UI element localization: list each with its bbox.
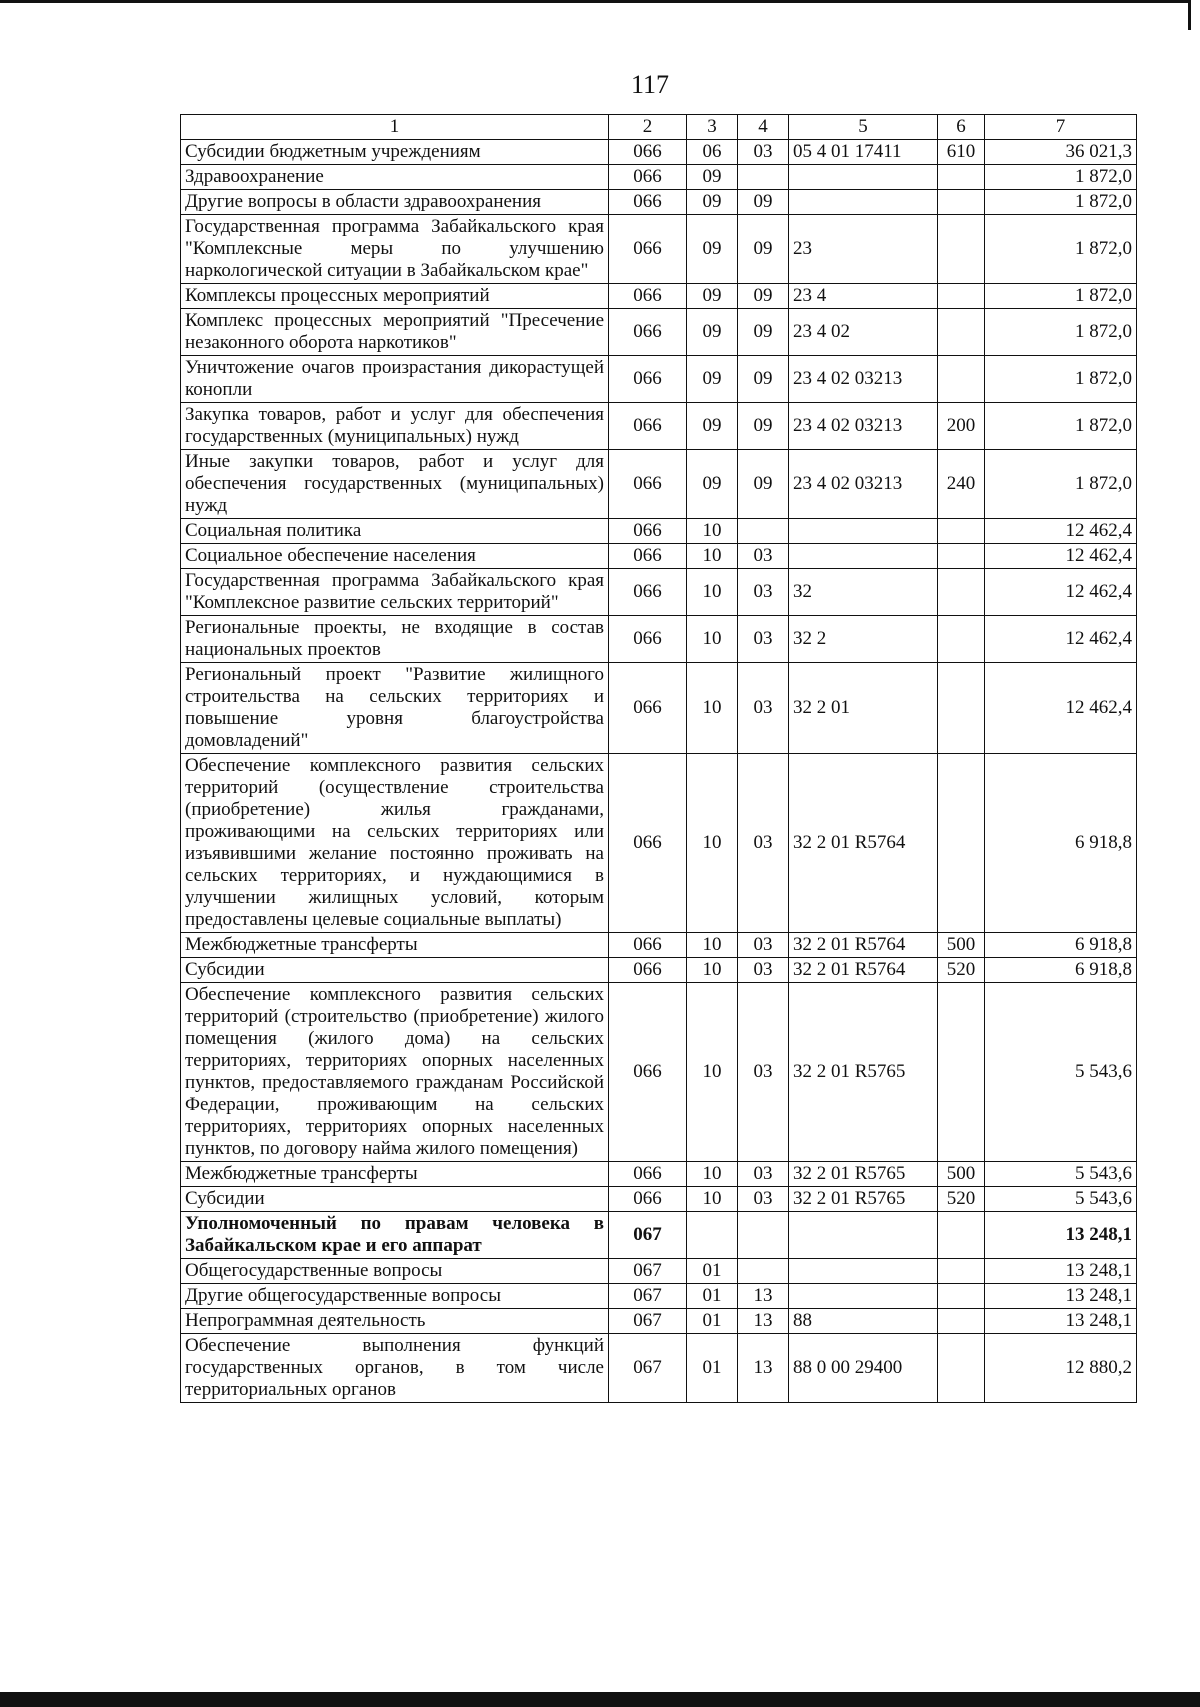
row-admin-code-cell: 067: [609, 1259, 687, 1284]
bottom-border-band: [0, 1692, 1200, 1707]
table-row: [181, 215, 1137, 284]
row-amount-cell: 5 543,6: [985, 983, 1137, 1162]
row-section-cell: 01: [687, 1334, 738, 1403]
row-target-article-cell: 23 4 02: [789, 309, 938, 356]
row-admin-code-cell: 066: [609, 309, 687, 356]
row-amount-cell: 5 543,6: [985, 1162, 1137, 1187]
row-amount-cell: 5 543,6: [985, 1187, 1137, 1212]
row-expense-type-cell: [938, 616, 985, 663]
row-target-article-cell: 32 2 01 R5765: [789, 1162, 938, 1187]
row-subsection-cell: 03: [738, 754, 789, 933]
row-name-cell: Комплекс процессных мероприятий "Пресечение незаконного оборота наркотиков": [181, 309, 609, 356]
top-border-rule: [0, 0, 1188, 3]
row-amount-cell: 6 918,8: [985, 958, 1137, 983]
row-admin-code-cell: 066: [609, 663, 687, 754]
table-row: [181, 284, 1137, 309]
row-name-cell: Другие вопросы в области здравоохранения: [181, 190, 609, 215]
row-name-cell: Субсидии: [181, 1187, 609, 1212]
row-section-cell: 09: [687, 356, 738, 403]
header-cell-7: 7: [985, 115, 1137, 140]
row-amount-cell: 12 462,4: [985, 569, 1137, 616]
row-name-cell: Региональный проект "Развитие жилищного строительства на сельских территориях и повышение уровня благоустройства домовладений": [181, 663, 609, 754]
row-admin-code-cell: 066: [609, 403, 687, 450]
row-expense-type-cell: [938, 569, 985, 616]
row-admin-code-cell: 066: [609, 356, 687, 403]
row-section-cell: 10: [687, 958, 738, 983]
table-row: [181, 1187, 1137, 1212]
row-target-article-cell: 32 2 01 R5765: [789, 1187, 938, 1212]
row-subsection-cell: [738, 165, 789, 190]
header-cell-4: 4: [738, 115, 789, 140]
table-row: [181, 519, 1137, 544]
header-cell-5: 5: [789, 115, 938, 140]
row-subsection-cell: [738, 519, 789, 544]
row-name-cell: Непрограммная деятельность: [181, 1309, 609, 1334]
row-amount-cell: 1 872,0: [985, 284, 1137, 309]
header-cell-2: 2: [609, 115, 687, 140]
row-target-article-cell: 23 4 02 03213: [789, 450, 938, 519]
row-name-cell: Региональные проекты, не входящие в состав национальных проектов: [181, 616, 609, 663]
table-row: [181, 309, 1137, 356]
row-amount-cell: 13 248,1: [985, 1284, 1137, 1309]
row-target-article-cell: [789, 544, 938, 569]
row-subsection-cell: 03: [738, 958, 789, 983]
table-row: [181, 403, 1137, 450]
row-amount-cell: 36 021,3: [985, 140, 1137, 165]
header-cell-1: 1: [181, 115, 609, 140]
row-target-article-cell: [789, 1284, 938, 1309]
table-row: [181, 663, 1137, 754]
row-admin-code-cell: 066: [609, 519, 687, 544]
row-amount-cell: 12 462,4: [985, 663, 1137, 754]
row-section-cell: 09: [687, 309, 738, 356]
row-subsection-cell: 03: [738, 663, 789, 754]
row-amount-cell: 1 872,0: [985, 309, 1137, 356]
row-subsection-cell: 09: [738, 309, 789, 356]
row-expense-type-cell: 240: [938, 450, 985, 519]
row-name-cell: Общегосударственные вопросы: [181, 1259, 609, 1284]
table-row: [181, 1212, 1137, 1259]
row-expense-type-cell: [938, 754, 985, 933]
row-admin-code-cell: 066: [609, 165, 687, 190]
table-row: [181, 1284, 1137, 1309]
row-expense-type-cell: [938, 1259, 985, 1284]
row-name-cell: Государственная программа Забайкальского края "Комплексные меры по улучшению наркологической ситуации в Забайкальском крае": [181, 215, 609, 284]
row-expense-type-cell: [938, 284, 985, 309]
row-expense-type-cell: [938, 519, 985, 544]
row-name-cell: Социальная политика: [181, 519, 609, 544]
table-row: [181, 1162, 1137, 1187]
row-amount-cell: 12 462,4: [985, 544, 1137, 569]
row-expense-type-cell: 520: [938, 1187, 985, 1212]
row-name-cell: Здравоохранение: [181, 165, 609, 190]
row-admin-code-cell: 066: [609, 284, 687, 309]
row-section-cell: 06: [687, 140, 738, 165]
table-row: [181, 544, 1137, 569]
row-admin-code-cell: 066: [609, 450, 687, 519]
row-admin-code-cell: 066: [609, 140, 687, 165]
row-name-cell: Социальное обеспечение населения: [181, 544, 609, 569]
row-name-cell: Обеспечение выполнения функций государственных органов, в том числе территориальных органов: [181, 1334, 609, 1403]
row-admin-code-cell: 066: [609, 1162, 687, 1187]
row-expense-type-cell: [938, 983, 985, 1162]
row-section-cell: 10: [687, 1187, 738, 1212]
row-target-article-cell: [789, 165, 938, 190]
row-name-cell: Субсидии: [181, 958, 609, 983]
table-row: [181, 190, 1137, 215]
row-admin-code-cell: 066: [609, 190, 687, 215]
row-subsection-cell: 03: [738, 569, 789, 616]
row-name-cell: Межбюджетные трансферты: [181, 933, 609, 958]
row-expense-type-cell: 500: [938, 933, 985, 958]
row-admin-code-cell: 067: [609, 1334, 687, 1403]
row-section-cell: 09: [687, 215, 738, 284]
row-target-article-cell: 32: [789, 569, 938, 616]
table-row: [181, 450, 1137, 519]
row-subsection-cell: 03: [738, 983, 789, 1162]
row-section-cell: 09: [687, 284, 738, 309]
row-subsection-cell: 03: [738, 140, 789, 165]
row-subsection-cell: 13: [738, 1284, 789, 1309]
row-expense-type-cell: [938, 215, 985, 284]
row-expense-type-cell: [938, 1309, 985, 1334]
row-name-cell: Государственная программа Забайкальского края "Комплексное развитие сельских территорий": [181, 569, 609, 616]
table-row: [181, 356, 1137, 403]
row-target-article-cell: 05 4 01 17411: [789, 140, 938, 165]
table-row: [181, 1334, 1137, 1403]
row-target-article-cell: 88: [789, 1309, 938, 1334]
row-section-cell: 10: [687, 754, 738, 933]
row-name-cell: Иные закупки товаров, работ и услуг для обеспечения государственных (муниципальных) нужд: [181, 450, 609, 519]
row-subsection-cell: 03: [738, 544, 789, 569]
row-amount-cell: 12 462,4: [985, 616, 1137, 663]
header-cell-6: 6: [938, 115, 985, 140]
row-admin-code-cell: 066: [609, 958, 687, 983]
row-admin-code-cell: 066: [609, 544, 687, 569]
table-row: [181, 754, 1137, 933]
row-target-article-cell: 32 2 01 R5764: [789, 933, 938, 958]
table-row: [181, 569, 1137, 616]
row-subsection-cell: 03: [738, 1162, 789, 1187]
row-target-article-cell: 23 4: [789, 284, 938, 309]
table-row: [181, 958, 1137, 983]
table-row: [181, 933, 1137, 958]
row-section-cell: 10: [687, 1162, 738, 1187]
table-row: [181, 165, 1137, 190]
table-row: [181, 616, 1137, 663]
row-admin-code-cell: 067: [609, 1309, 687, 1334]
header-cell-3: 3: [687, 115, 738, 140]
row-target-article-cell: [789, 190, 938, 215]
row-name-cell: Уничтожение очагов произрастания дикорастущей конопли: [181, 356, 609, 403]
row-admin-code-cell: 066: [609, 569, 687, 616]
row-amount-cell: 1 872,0: [985, 190, 1137, 215]
row-amount-cell: 12 462,4: [985, 519, 1137, 544]
row-section-cell: 01: [687, 1284, 738, 1309]
table-row: [181, 1259, 1137, 1284]
row-target-article-cell: 23: [789, 215, 938, 284]
table-header-row: [181, 115, 1137, 140]
row-section-cell: 10: [687, 616, 738, 663]
row-amount-cell: 13 248,1: [985, 1259, 1137, 1284]
row-name-cell: Уполномоченный по правам человека в Забайкальском крае и его аппарат: [181, 1212, 609, 1259]
row-expense-type-cell: [938, 356, 985, 403]
row-section-cell: 01: [687, 1309, 738, 1334]
budget-table: [180, 114, 1137, 1403]
row-subsection-cell: 09: [738, 450, 789, 519]
table-row: [181, 1309, 1137, 1334]
row-expense-type-cell: 500: [938, 1162, 985, 1187]
row-name-cell: Закупка товаров, работ и услуг для обеспечения государственных (муниципальных) нужд: [181, 403, 609, 450]
row-target-article-cell: 32 2 01 R5765: [789, 983, 938, 1162]
row-expense-type-cell: [938, 165, 985, 190]
row-section-cell: 10: [687, 983, 738, 1162]
row-target-article-cell: 32 2: [789, 616, 938, 663]
budget-table-body: [181, 115, 1137, 1403]
row-expense-type-cell: [938, 1284, 985, 1309]
row-name-cell: Субсидии бюджетным учреждениям: [181, 140, 609, 165]
row-section-cell: 10: [687, 569, 738, 616]
row-name-cell: Другие общегосударственные вопросы: [181, 1284, 609, 1309]
row-amount-cell: 1 872,0: [985, 403, 1137, 450]
row-admin-code-cell: 067: [609, 1284, 687, 1309]
row-subsection-cell: 13: [738, 1309, 789, 1334]
right-border-rule: [1188, 0, 1191, 30]
row-section-cell: 01: [687, 1259, 738, 1284]
row-expense-type-cell: [938, 544, 985, 569]
row-subsection-cell: 09: [738, 215, 789, 284]
row-amount-cell: 12 880,2: [985, 1334, 1137, 1403]
row-target-article-cell: [789, 519, 938, 544]
row-subsection-cell: 09: [738, 356, 789, 403]
row-amount-cell: 6 918,8: [985, 754, 1137, 933]
row-expense-type-cell: [938, 1212, 985, 1259]
row-subsection-cell: [738, 1259, 789, 1284]
row-admin-code-cell: 066: [609, 754, 687, 933]
row-section-cell: 09: [687, 165, 738, 190]
row-amount-cell: 1 872,0: [985, 356, 1137, 403]
row-admin-code-cell: 066: [609, 983, 687, 1162]
table-row: [181, 983, 1137, 1162]
row-admin-code-cell: 066: [609, 1187, 687, 1212]
row-name-cell: Обеспечение комплексного развития сельских территорий (строительство (приобретение) жилого помещения (жилого дома) на сельских территориях, территориях опорных населенных пунктов, предоставляемого гражданам Российской Федерации, проживающим на сельских территориях, территориях опорных населенных пунктов, по договору найма жилого помещения): [181, 983, 609, 1162]
row-expense-type-cell: [938, 309, 985, 356]
row-subsection-cell: 09: [738, 284, 789, 309]
row-admin-code-cell: 066: [609, 215, 687, 284]
row-target-article-cell: 23 4 02 03213: [789, 356, 938, 403]
row-expense-type-cell: 200: [938, 403, 985, 450]
row-subsection-cell: [738, 1212, 789, 1259]
row-section-cell: 10: [687, 663, 738, 754]
row-subsection-cell: 13: [738, 1334, 789, 1403]
row-expense-type-cell: 520: [938, 958, 985, 983]
row-amount-cell: 6 918,8: [985, 933, 1137, 958]
row-subsection-cell: 09: [738, 190, 789, 215]
row-expense-type-cell: [938, 1334, 985, 1403]
row-admin-code-cell: 066: [609, 933, 687, 958]
row-expense-type-cell: [938, 190, 985, 215]
row-target-article-cell: 32 2 01 R5764: [789, 754, 938, 933]
row-subsection-cell: 03: [738, 933, 789, 958]
row-target-article-cell: 88 0 00 29400: [789, 1334, 938, 1403]
row-name-cell: Обеспечение комплексного развития сельских территорий (осуществление строительства (приобретение) жилья гражданами, проживающими на сельских территориях или изъявившими желание постоянно проживать на сельских территориях, и нуждающимися в улучшении жилищных условий, которым предоставлены целевые социальные выплаты): [181, 754, 609, 933]
row-target-article-cell: 23 4 02 03213: [789, 403, 938, 450]
row-expense-type-cell: [938, 663, 985, 754]
row-section-cell: [687, 1212, 738, 1259]
row-target-article-cell: 32 2 01: [789, 663, 938, 754]
row-section-cell: 09: [687, 403, 738, 450]
row-section-cell: 09: [687, 190, 738, 215]
row-name-cell: Межбюджетные трансферты: [181, 1162, 609, 1187]
row-name-cell: Комплексы процессных мероприятий: [181, 284, 609, 309]
row-section-cell: 10: [687, 519, 738, 544]
row-subsection-cell: 09: [738, 403, 789, 450]
row-target-article-cell: [789, 1259, 938, 1284]
page-number: 117: [630, 70, 670, 99]
row-amount-cell: 1 872,0: [985, 215, 1137, 284]
row-amount-cell: 13 248,1: [985, 1309, 1137, 1334]
row-amount-cell: 1 872,0: [985, 165, 1137, 190]
row-section-cell: 09: [687, 450, 738, 519]
row-admin-code-cell: 067: [609, 1212, 687, 1259]
table-row: [181, 140, 1137, 165]
row-section-cell: 10: [687, 933, 738, 958]
row-amount-cell: 1 872,0: [985, 450, 1137, 519]
row-subsection-cell: 03: [738, 616, 789, 663]
row-target-article-cell: [789, 1212, 938, 1259]
row-section-cell: 10: [687, 544, 738, 569]
row-admin-code-cell: 066: [609, 616, 687, 663]
row-subsection-cell: 03: [738, 1187, 789, 1212]
row-target-article-cell: 32 2 01 R5764: [789, 958, 938, 983]
row-amount-cell: 13 248,1: [985, 1212, 1137, 1259]
row-expense-type-cell: 610: [938, 140, 985, 165]
